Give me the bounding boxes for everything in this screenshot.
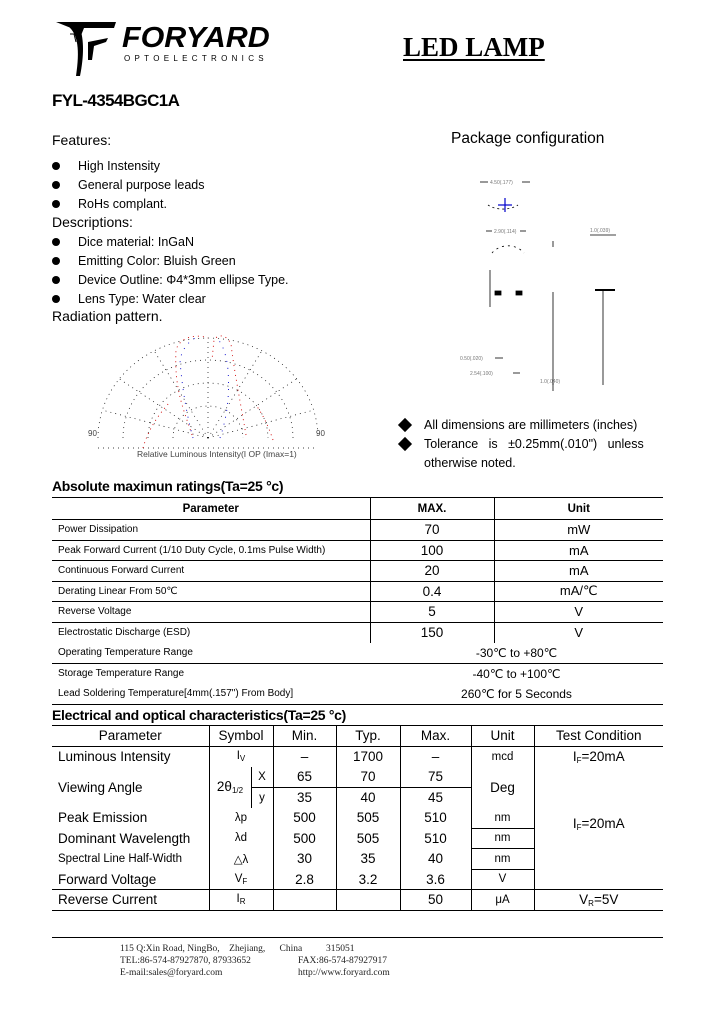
model-number: FYL-4354BGC1A xyxy=(52,91,180,110)
bullet-icon xyxy=(52,238,60,246)
diamond-bullet-icon xyxy=(398,418,412,432)
table-row-forward-voltage: Forward Voltage $V_F$ 2.8 3.2 3.6 V xyxy=(52,869,663,890)
document-title: LED LAMP xyxy=(403,32,545,62)
table-row: Reverse Voltage 5 V xyxy=(52,602,663,623)
radiation-heading: Radiation pattern. xyxy=(52,308,163,324)
package-heading: Package configuration xyxy=(451,130,605,147)
electrical-title: Electrical and optical characteristics(Ta=25 °c) xyxy=(52,707,347,723)
svg-text:1.0(.039): 1.0(.039) xyxy=(590,228,611,234)
header-parameter: Parameter xyxy=(52,498,370,520)
table-row: Derating Linear From 50℃ 0.4 mA/℃ xyxy=(52,581,663,602)
svg-text:90: 90 xyxy=(316,429,325,438)
table-row: Continuous Forward Current 20 mA xyxy=(52,561,663,582)
table-row-dominant-wavelength: Dominant Wavelength λd 500 505 510 nm xyxy=(52,828,663,849)
svg-text:1.0(.040): 1.0(.040) xyxy=(540,379,561,385)
table-row-luminous-intensity: Luminous Intensity $I_V$ – 1700 – mcd $I_F=20mA$ xyxy=(52,746,663,767)
table-row-peak-emission: Peak Emission λp 500 505 510 nm $I_F=20mA$ xyxy=(52,808,663,829)
brand-subtitle: OPTOELECTRONICS xyxy=(124,54,268,63)
svg-text:90: 90 xyxy=(88,429,97,438)
header-max: MAX. xyxy=(370,498,494,520)
footer-address: 115 Q:Xin Road, NingBo, Zhejiang, China 315051 xyxy=(120,944,355,954)
footer-divider xyxy=(52,937,663,938)
footer-tel: TEL:86-574-87927870, 87933652 xyxy=(120,956,251,966)
bullet-icon xyxy=(52,181,60,189)
abs-max-table xyxy=(52,497,663,705)
footer-email[interactable]: E-mail:sales@foryard.com xyxy=(120,968,223,978)
bullet-icon xyxy=(52,200,60,208)
table-row-viewing-angle-y: y 35 40 45 xyxy=(52,787,663,808)
table-row: Power Dissipation 70 mW xyxy=(52,520,663,541)
svg-text:2.90(.114): 2.90(.114) xyxy=(494,229,517,235)
svg-text:0.50(.020): 0.50(.020) xyxy=(460,356,483,362)
abs-max-title: Absolute maximun ratings(Ta=25 °c) xyxy=(52,478,284,494)
table-row: Operating Temperature Range -30℃ to +80℃ xyxy=(52,643,663,664)
table-row: Storage Temperature Range -40℃ to +100℃ xyxy=(58,666,561,681)
svg-text:2.54(.100): 2.54(.100) xyxy=(470,371,493,377)
table-header-row xyxy=(52,498,663,520)
diamond-bullet-icon xyxy=(398,437,412,451)
electrical-table xyxy=(52,725,663,911)
svg-text:4.50(.177): 4.50(.177) xyxy=(490,180,513,186)
footer-website[interactable]: http://www.foryard.com xyxy=(298,968,390,978)
features-heading: Features: xyxy=(52,132,112,148)
table-row-reverse-current: Reverse Current $I_R$ 50 μA $V_R=5V$ xyxy=(52,890,663,911)
table-row: Peak Forward Current (1/10 Duty Cycle, 0.1ms Pulse Width) 100 mA xyxy=(52,540,663,561)
radiation-caption: Relative Luminous Intensity(I OP (Ιmax=1) xyxy=(137,449,297,459)
bullet-icon xyxy=(52,276,60,284)
table-row: Electrostatic Discharge (ESD) 150 V xyxy=(52,622,663,643)
table-row: Lead Soldering Temperature[4mm(.157") From Body] 260℃ for 5 Seconds xyxy=(52,684,663,705)
table-row-spectral-half-width: Spectral Line Half-Width △λ 30 35 40 nm xyxy=(52,849,663,870)
bullet-icon xyxy=(52,162,60,170)
group-test-condition: $I_F=20mA$ xyxy=(572,815,625,832)
bullet-icon xyxy=(52,295,60,303)
table-row-viewing-angle-x: Viewing Angle $2\theta_{1/2}$ X 65 70 75 Deg xyxy=(52,767,663,788)
table-header-row: Parameter Symbol Min. Typ. Max. Unit Test Condition xyxy=(52,726,663,747)
foryard-logo-icon xyxy=(54,20,120,78)
radiation-pattern-diagram xyxy=(88,330,328,450)
footer-fax: FAX:86-574-87927917 xyxy=(298,956,388,966)
package-drawing xyxy=(440,165,630,395)
brand-name: FORYARD xyxy=(122,22,270,54)
descriptions-heading: Descriptions: xyxy=(52,214,133,230)
header-unit: Unit xyxy=(567,502,590,515)
bullet-icon xyxy=(52,257,60,265)
